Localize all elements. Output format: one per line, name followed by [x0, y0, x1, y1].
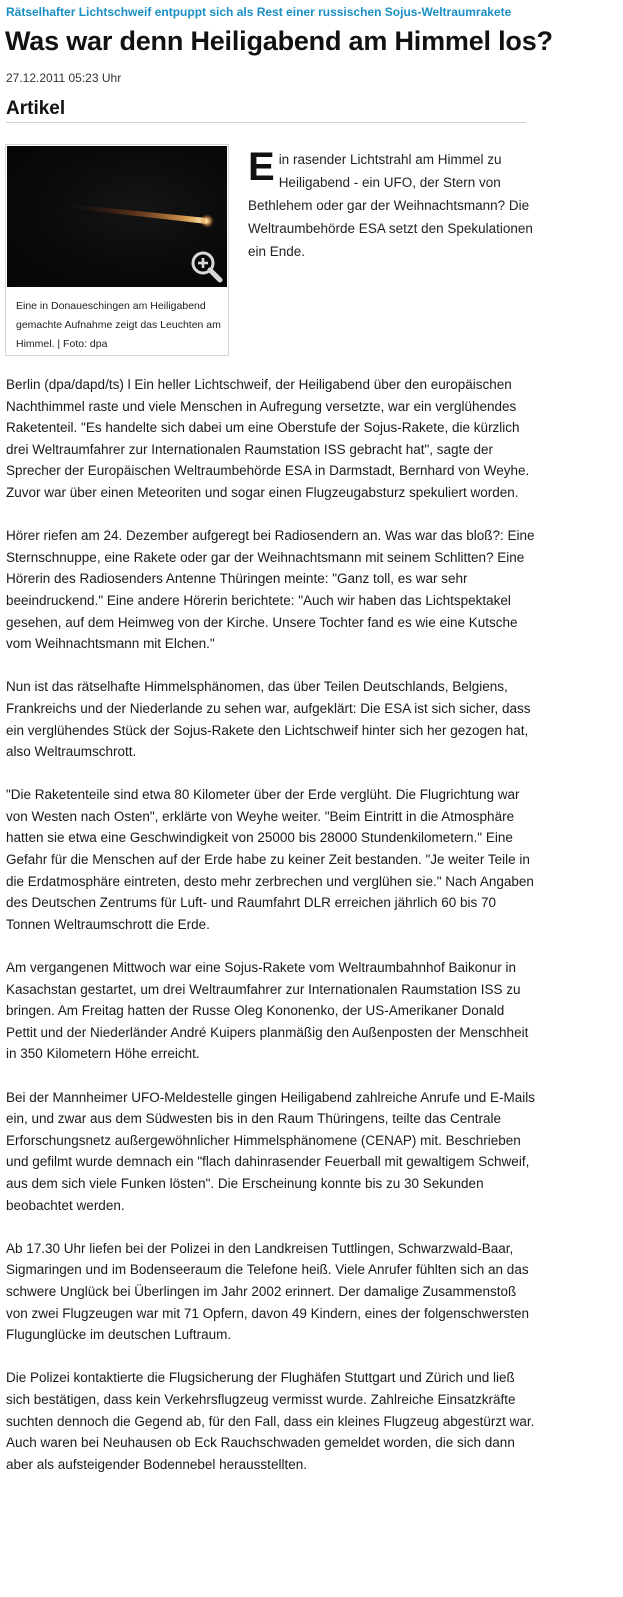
magnifier-plus-icon[interactable]: [189, 249, 223, 283]
drop-cap: E: [248, 145, 275, 189]
body-paragraph: Die Polizei kontaktierte die Flugsicherung der Flughäfen Stuttgart und Zürich und ließ sich bestätigen, dass kein Verkehrsflugzeug vermisst wurde. Zahlreiche Einsatzkräfte suchten dennoch die Gegend ab, für den Fall, dass ein kleines Flugzeug abgestürzt war. Auch waren bei Neuhausen ob Eck Rauchschwaden gemeldet worden, die sich dann aber als aufsteigender Bodennebel herausstellten.: [6, 1370, 535, 1472]
figure-caption: Eine in Donaueschingen am Heiligabend gemachte Aufnahme zeigt das Leuchten am Himmel. | Foto: dpa: [16, 300, 221, 350]
section-title: Artikel: [6, 98, 526, 123]
body-paragraph: Berlin (dpa/dapd/ts) l Ein heller Lichtschweif, der Heiligabend über den europäischen Nachthimmel raste und viele Menschen in Aufregung versetzte, war ein verglühendes Raketenteil. "Es handelte sich dabei um eine Oberstufe der Sojus-Rakete, die kürzlich drei Weltraumfahrer zur Internationalen Raumstation ISS gebracht hat", sagte der Sprecher der Europäischen Weltraumbehörde ESA in Darmstadt, Bernhard von Weyhe. Zuvor war über einen Meteoriten und sogar einen Flugzeugabsturz spekuliert worden.: [6, 377, 530, 500]
article-figure: [5, 144, 229, 356]
body-paragraph: Ab 17.30 Uhr liefen bei der Polizei in den Landkreisen Tuttlingen, Schwarzwald-Baar, Sigmaringen und im Bodenseeraum die Telefone heiß. Viele Anrufer fühlten sich an das schwere Unglück bei Überlingen im Jahr 2002 erinnert. Der damalige Zusammenstoß von zwei Flugzeugen war mit 71 Opfern, davon 49 Kindern, eines der folgenschwersten Flugunglücke im deutschen Luftraum.: [6, 1240, 530, 1343]
body-paragraph: Nun ist das rätselhafte Himmelsphänomen, das über Teilen Deutschlands, Belgiens, Frankreichs und der Niederlande zu sehen war, aufgeklärt: Die ESA ist sich sicher, dass ein verglühendes Stück der Sojus-Rakete den Lichtschweif hinter sich her gezogen hat, also Weltraumschrott.: [6, 679, 531, 760]
article-body: [6, 374, 536, 1497]
body-paragraph: "Die Raketenteile sind etwa 80 Kilometer über der Erde verglüht. Die Flugrichtung war von Westen nach Osten", erklärte von Weyhe weiter. "Beim Eintritt in die Atmosphäre hatten sie etwa eine Geschwindigkeit von 25000 bis 28000 Stundenkilometern." Eine Gefahr für die Menschen auf der Erde habe zu keiner Zeit bestanden. "Je weiter Teile in die Erdatmosphäre eintreten, desto mehr zerbrechen und verglühen sie." Nach Angaben des Deutschen Zentrums für Luft- und Raumfahrt DLR erreichen jährlich 60 bis 70 Tonnen Weltraumschrott die Erde.: [6, 787, 534, 932]
body-paragraph: Am vergangenen Mittwoch war eine Sojus-Rakete vom Weltraumbahnhof Baikonur in Kasachstan gestartet, um drei Weltraumfahrer zur Internationalen Raumstation ISS zu bringen. Am Freitag hatten der Russe Oleg Kononenko, der US-Amerikaner Donald Pettit und der Niederländer André Kuipers planmäßig den Außenposten der Menschheit in 350 Kilometern Höhe erreicht.: [6, 960, 529, 1062]
article-photo[interactable]: [7, 146, 227, 287]
article-intro: [248, 145, 538, 263]
article-headline: Was war denn Heiligabend am Himmel los?: [5, 26, 553, 56]
intro-text: in rasender Lichtstrahl am Himmel zu Heiligabend - ein UFO, der Stern von Bethlehem oder gar der Weihnachtsmann? Die Weltraumbehörde ESA setzt den Spekulationen ein Ende.: [248, 152, 533, 259]
article-kicker: Rätselhafter Lichtschweif entpuppt sich als Rest einer russischen Sojus-Weltraumrakete: [6, 5, 512, 19]
body-paragraph: Bei der Mannheimer UFO-Meldestelle gingen Heiligabend zahlreiche Anrufe und E-Mails ein, und zwar aus dem Südwesten bis in den Raum Thüringens, teilte das Centrale Erforschungsnetz außergewöhnlicher Himmelsphänomene (CENAP) mit. Beschrieben und gefilmt wurde demnach ein "flach dahinrasender Feuerball mit gewaltigem Schweif, aus dem sich viele Funken lösten". Die Erscheinung konnte bis zu 30 Sekunden beobachtet werden.: [6, 1089, 536, 1213]
article-date: 27.12.2011 05:23 Uhr: [6, 71, 122, 85]
body-paragraph: Hörer riefen am 24. Dezember aufgeregt bei Radiosendern an. Was war das bloß?: Eine Sternschnuppe, eine Rakete oder gar der Weihnachtsmann mit seinem Schlitten? Eine Hörerin des Radiosenders Antenne Thüringen meinte: "Ganz toll, es war sehr beeindruckend." Eine andere Hörerin berichtete: "Auch wir haben das Lichtspektakel gesehen, auf dem Heimweg von der Kirche. Unsere Tochter fand es wie eine Kutsche vom Weihnachtsmann mit Elchen.": [6, 528, 535, 652]
